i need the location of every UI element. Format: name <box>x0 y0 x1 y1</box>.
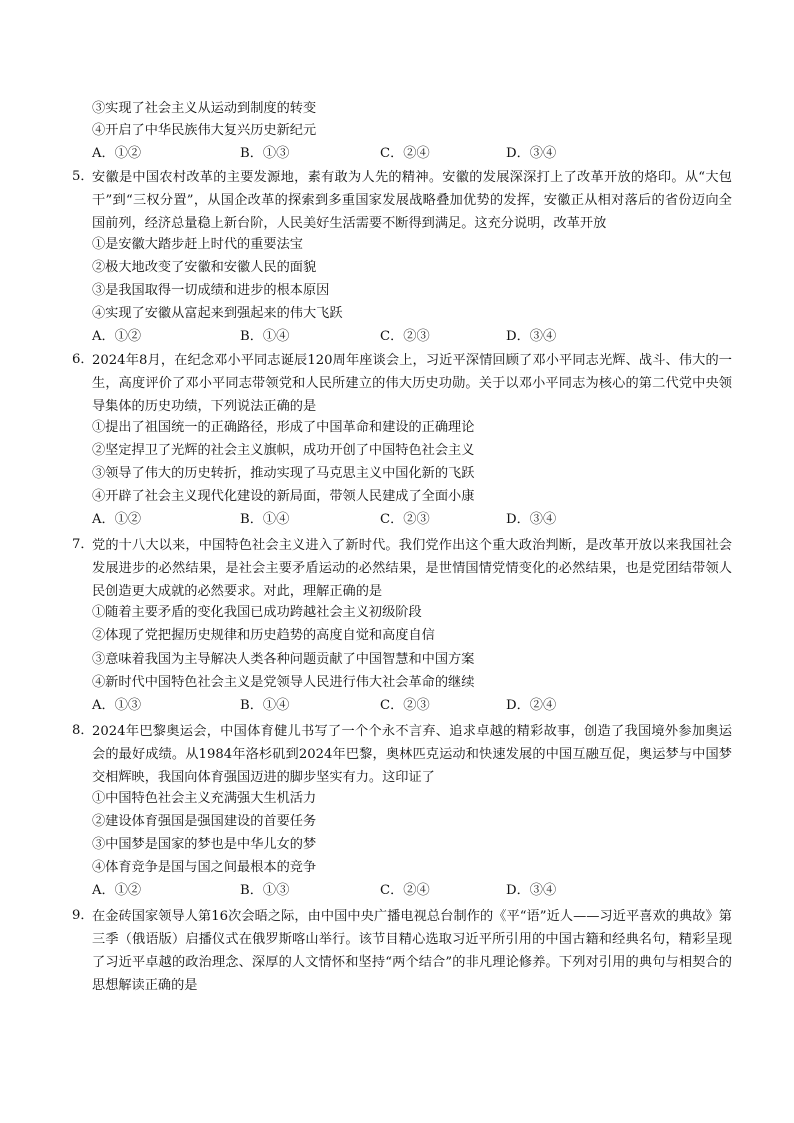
q9-number: 9． <box>72 908 94 923</box>
q7-item-1: ①随着主要矛盾的变化我国已成功跨越社会主义初级阶段 <box>92 605 422 620</box>
q8-option-b[interactable]: B．①③ <box>240 883 290 898</box>
q8-stem: 2024年巴黎奥运会，中国体育健儿书写了一个个永不言弃、追求卓越的精彩故事，创造了我国境外参加奥运会的最好成绩。从1984年洛杉矶到2024年巴黎，奥林匹克运动和快速发展的中国互融互促，奥运梦与中国梦交相辉映，我国向体育强国迈进的脚步坚实有力。这印证了 <box>92 724 732 785</box>
q8-option-c[interactable]: C．②④ <box>380 883 430 898</box>
q5-option-a[interactable]: A．①② <box>92 329 142 344</box>
q6-item-4: ④开辟了社会主义现代化建设的新局面，带领人民建成了全面小康 <box>92 489 475 504</box>
q5-number: 5． <box>72 169 94 184</box>
q6-number: 6． <box>72 352 94 367</box>
q7-option-a[interactable]: A．①③ <box>92 698 142 713</box>
q5-options <box>92 329 732 345</box>
q7-item-3: ③意味着我国为主导解决人类各种问题贡献了中国智慧和中国方案 <box>92 652 475 667</box>
q5-option-d[interactable]: D．③④ <box>506 329 557 344</box>
q7-item-4: ④新时代中国特色社会主义是党领导人民进行伟大社会革命的继续 <box>92 675 475 690</box>
q7-number: 7． <box>72 537 94 552</box>
q6-item-1: ①提出了祖国统一的正确路径，形成了中国革命和建设的正确理论 <box>92 420 475 435</box>
q4-item-3: ③实现了社会主义从运动到制度的转变 <box>92 101 317 116</box>
q8-item-3: ③中国梦是国家的梦也是中华儿女的梦 <box>92 837 317 852</box>
q4-item-4: ④开启了中华民族伟大复兴历史新纪元 <box>92 123 317 138</box>
q8-number: 8． <box>72 723 94 738</box>
q5-item-3: ③是我国取得一切成绩和进步的根本原因 <box>92 283 330 298</box>
q6-option-a[interactable]: A．①② <box>92 512 142 527</box>
q5-stem: 安徽是中国农村改革的主要发源地，素有敢为人先的精神。安徽的发展深深打上了改革开放的烙印。从“大包干”到“三权分置”，从国企改革的探索到多重国家发展战略叠加优势的发挥，安徽正从相对落后的省份迈向全国前列，经济总量稳上新台阶，人民美好生活需要不断得到满足。这充分说明，改革开放 <box>92 170 732 231</box>
q8-option-a[interactable]: A．①② <box>92 883 142 898</box>
q7-option-c[interactable]: C．②③ <box>380 698 430 713</box>
q7-option-b[interactable]: B．①④ <box>240 698 290 713</box>
q6-stem: 2024年8月，在纪念邓小平同志诞辰120周年座谈会上，习近平深情回顾了邓小平同志光辉、战斗、伟大的一生，高度评价了邓小平同志带领党和人民所建立的伟大历史功勋。关于以邓小平同志为核心的第二代党中央领导集体的历史功绩，下列说法正确的是 <box>92 353 732 414</box>
q8-item-4: ④体育竞争是国与国之间最根本的竞争 <box>92 860 317 875</box>
q8-item-1: ①中国特色社会主义充满强大生机活力 <box>92 791 317 806</box>
q6-option-d[interactable]: D．③④ <box>506 512 557 527</box>
q8-option-d[interactable]: D．③④ <box>506 883 557 898</box>
q6-options <box>92 512 732 528</box>
q7-stem: 党的十八大以来，中国特色社会主义进入了新时代。我们党作出这个重大政治判断，是改革开放以来我国社会发展进步的必然结果，是社会主要矛盾运动的必然结果，是世情国情党情变化的必然结果，也是党团结带领人民创造更大成就的必然要求。对此，理解正确的是 <box>92 538 732 599</box>
q6-item-3: ③领导了伟大的历史转折，推动实现了马克思主义中国化新的飞跃 <box>92 466 475 481</box>
q4-option-d[interactable]: D．③④ <box>506 146 557 161</box>
q6-item-2: ②坚定捍卫了光辉的社会主义旗帜，成功开创了中国特色社会主义 <box>92 443 475 458</box>
q6-option-b[interactable]: B．①④ <box>240 512 290 527</box>
q6-option-c[interactable]: C．②③ <box>380 512 430 527</box>
q8-item-2: ②建设体育强国是强国建设的首要任务 <box>92 814 317 829</box>
q8-options <box>92 883 732 899</box>
q9-stem: 在金砖国家领导人第16次会晤之际，由中国中央广播电视总台制作的《平“语”近人——习近平喜欢的典故》第三季（俄语版）启播仪式在俄罗斯喀山举行。该节目精心选取习近平所引用的中国古籍和经典名句，精彩呈现了习近平卓越的政治理念、深厚的人文情怀和坚持“两个结合”的非凡理论修养。下列对引用的典句与相契合的思想解读正确的是 <box>92 909 732 993</box>
q5-option-c[interactable]: C．②③ <box>380 329 430 344</box>
q5-option-b[interactable]: B．①④ <box>240 329 290 344</box>
q5-item-1: ①是安徽大踏步赶上时代的重要法宝 <box>92 237 303 252</box>
q7-option-d[interactable]: D．②④ <box>506 698 557 713</box>
q4-options <box>92 146 732 162</box>
q7-item-2: ②体现了党把握历史规律和历史趋势的高度自觉和高度自信 <box>92 628 435 643</box>
q7-options <box>92 698 732 714</box>
q4-option-b[interactable]: B．①③ <box>240 146 290 161</box>
q4-option-c[interactable]: C．②④ <box>380 146 430 161</box>
q5-item-4: ④实现了安徽从富起来到强起来的伟大飞跃 <box>92 306 343 321</box>
q4-option-a[interactable]: A．①② <box>92 146 142 161</box>
q5-item-2: ②极大地改变了安徽和安徽人民的面貌 <box>92 260 317 275</box>
